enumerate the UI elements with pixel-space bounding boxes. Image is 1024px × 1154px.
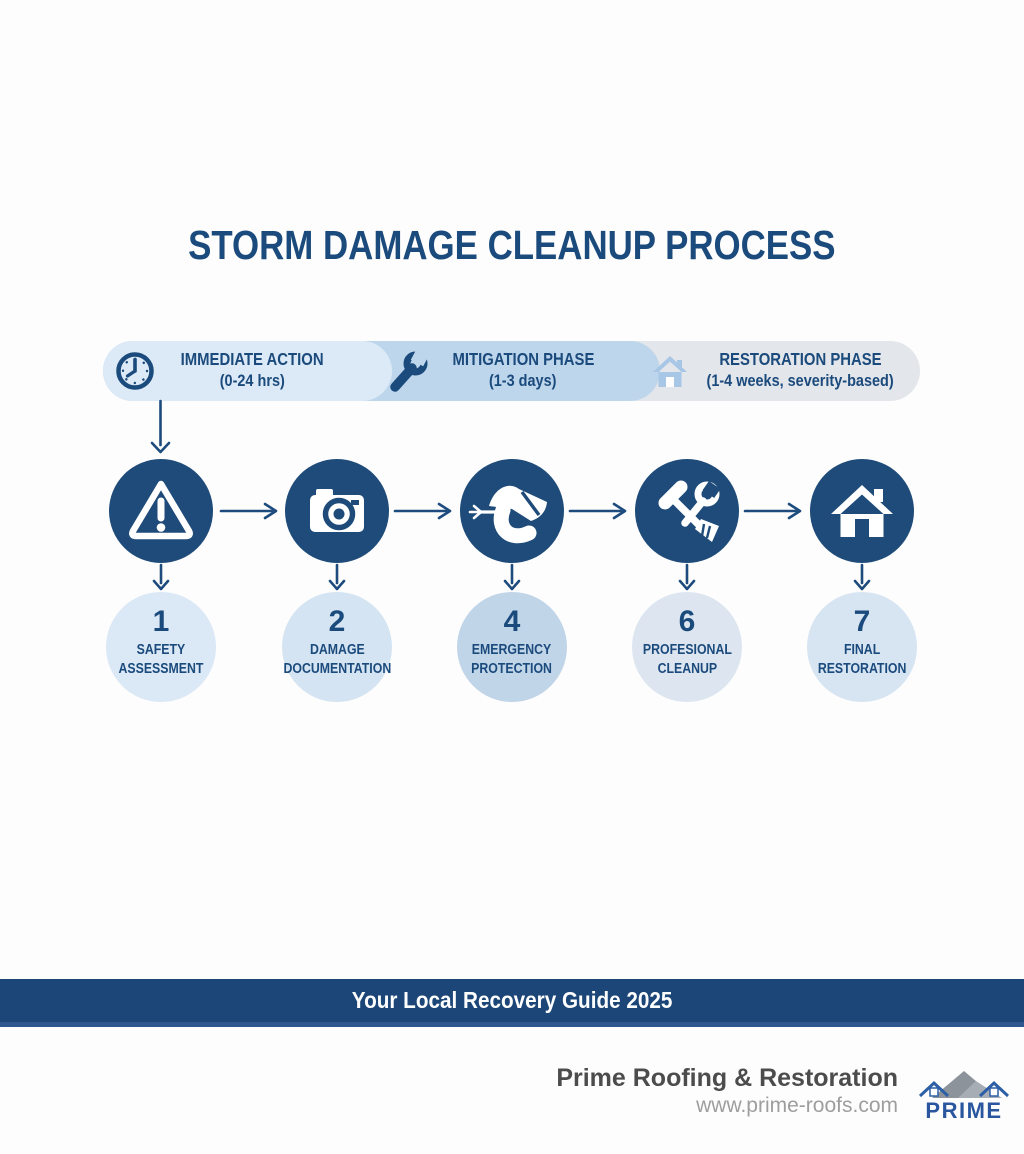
banner-text: Your Local Recovery Guide 2025: [351, 987, 673, 1013]
step-number: 1: [152, 605, 170, 638]
prime-logo: [918, 1068, 1010, 1124]
phase-restoration-label: RESTORATION PHASE (1-4 weeks, severity-based): [706, 349, 895, 390]
home-icon: [810, 459, 914, 563]
step-cleanup-circle: [635, 459, 739, 563]
bubble-emergency-protection: [457, 592, 567, 702]
step-protection-circle: [460, 459, 564, 563]
phone-tarp-icon: [460, 459, 564, 563]
bubble-professional-cleanup: [632, 592, 742, 702]
step-restoration-circle: [810, 459, 914, 563]
timeline-bar: [103, 341, 920, 401]
bubble-damage-documentation: [282, 592, 392, 702]
step-label: FINAL RESTORATION: [817, 642, 907, 677]
step-safety-circle: [109, 459, 213, 563]
step-label: SAFETY ASSESSMENT: [118, 642, 204, 677]
step-number: 6: [678, 605, 696, 638]
company-name: Prime Roofing & Restoration: [556, 1064, 898, 1092]
step-number: 2: [328, 605, 346, 638]
tools-icon: [635, 459, 739, 563]
page-title: STORM DAMAGE CLEANUP PROCESS: [188, 222, 836, 268]
logo-wordmark: PRIME: [925, 1098, 1003, 1123]
bubble-final-restoration: [807, 592, 917, 702]
step-label: PROFESIONAL CLEANUP: [642, 642, 732, 677]
warning-triangle-icon: [109, 459, 213, 563]
phase-immediate-label: IMMEDIATE ACTION (0-24 hrs): [180, 349, 324, 390]
phase-mitigation-label: MITIGATION PHASE (1-3 days): [452, 349, 594, 390]
step-documentation-circle: [285, 459, 389, 563]
step-label: DAMAGE DOCUMENTATION: [283, 642, 391, 677]
camera-icon: [285, 459, 389, 563]
step-number: 7: [853, 605, 871, 638]
bubble-safety-assessment: [106, 592, 216, 702]
website-url: www.prime-roofs.com: [696, 1094, 898, 1117]
recovery-guide-banner: [0, 979, 1024, 1027]
house-icon: [650, 353, 690, 389]
step-number: 4: [503, 605, 521, 638]
step-label: EMERGENCY PROTECTION: [471, 642, 553, 677]
